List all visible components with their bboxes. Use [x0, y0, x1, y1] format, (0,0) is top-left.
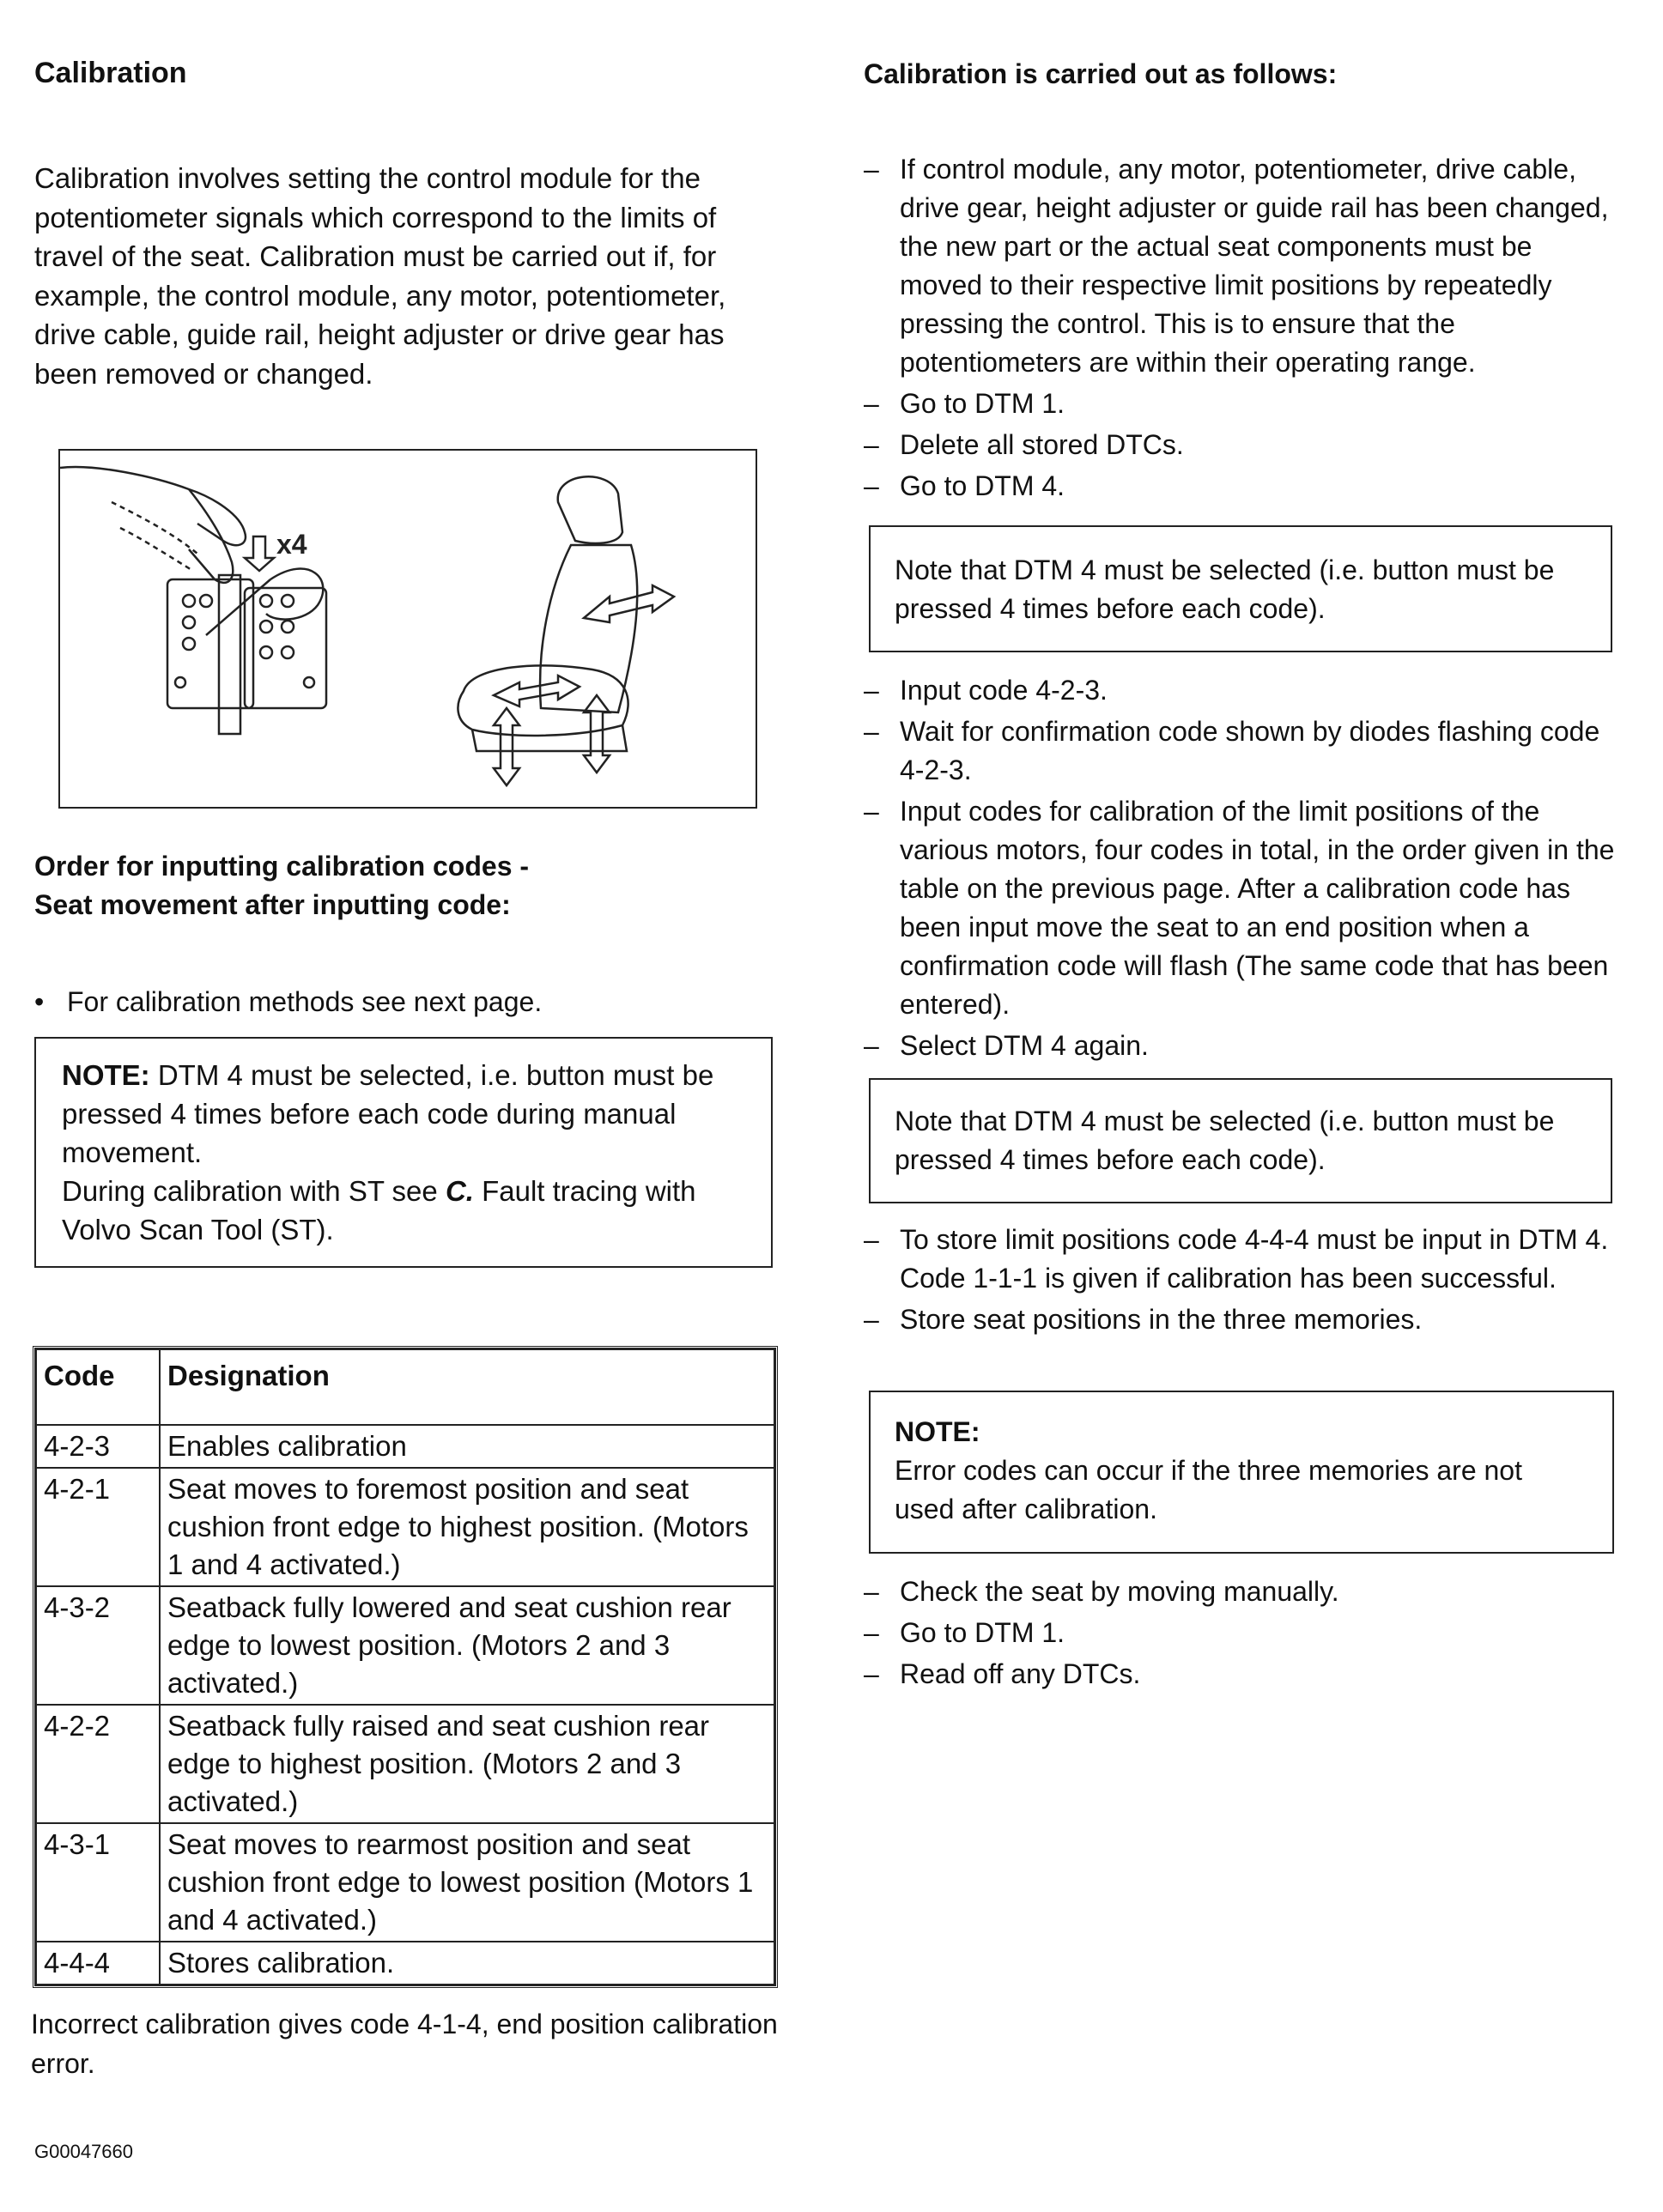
bullet-text: For calibration methods see next page.	[67, 986, 543, 1017]
row-code: 4-2-3	[36, 1425, 160, 1468]
dash-icon: –	[864, 1030, 879, 1061]
table-header-row	[36, 1349, 774, 1425]
hand-icon	[60, 467, 246, 545]
dash-icon: –	[864, 388, 879, 419]
intro-paragraph: Calibration involves setting the control module for the potentiometer signals which correspond to the limits of travel of the seat. Calibration must be carried out if, for example, the control module, any motor, potentiometer, drive cable, guide rail, height adjuster or drive gear has been removed or changed.	[34, 162, 726, 390]
row-designation: Seat moves to foremost position and seat cushion front edge to highest position. (Motors 1 and 4 activated.)	[160, 1468, 774, 1586]
row-code: 4-3-2	[36, 1586, 160, 1705]
success-code-line: Code 1-1-1 is given if calibration has been successful.	[900, 1263, 1557, 1294]
header-code: Code	[36, 1349, 160, 1425]
bullet-icon: •	[34, 986, 45, 1017]
table-row	[36, 1942, 774, 1985]
list-item: – To store limit positions code 4-4-4 must be input in DTM 4. Code 1-1-1 is given if calibration has been successful.	[864, 1221, 1628, 1298]
memory-note-box	[869, 1391, 1614, 1554]
row-code: 4-3-1	[36, 1823, 160, 1942]
note-label: NOTE:	[62, 1059, 150, 1091]
memory-note-text: Error codes can occur if the three memories are not used after calibration.	[895, 1455, 1522, 1524]
row-code: 4-4-4	[36, 1942, 160, 1985]
table-row	[36, 1468, 774, 1586]
dash-icon: –	[864, 1576, 879, 1607]
press-count-label: x4	[276, 529, 307, 560]
section-ref: C.	[445, 1175, 474, 1207]
list-item: – Store seat positions in the three memories.	[864, 1300, 1628, 1339]
bullet-item	[34, 983, 542, 1021]
steps-list-a	[864, 150, 1619, 508]
list-item: – Check the seat by moving manually.	[864, 1573, 1619, 1611]
dash-icon: –	[864, 1658, 879, 1689]
dtm-note-box-2: Note that DTM 4 must be selected (i.e. button must be pressed 4 times before each code).	[869, 1078, 1612, 1203]
row-code: 4-2-2	[36, 1705, 160, 1823]
list-item: – Input codes for calibration of the limit positions of the various motors, four codes in total, in the order given in the table on the previous page. After a calibration code has been input move the seat to an end position when a confirmation code will flash (The same code that has been entered).	[864, 792, 1619, 1024]
row-designation: Seat moves to rearmost position and seat cushion front edge to lowest position (Motors 1 and 4 activated.)	[160, 1823, 774, 1942]
dash-icon: –	[864, 470, 879, 501]
dash-icon: –	[864, 675, 879, 706]
dash-icon: –	[864, 154, 879, 185]
row-designation: Seatback fully raised and seat cushion rear edge to highest position. (Motors 2 and 3 activated.)	[160, 1705, 774, 1823]
list-item: – Wait for confirmation code shown by diodes flashing code 4-2-3.	[864, 712, 1619, 790]
row-designation: Stores calibration.	[160, 1942, 774, 1985]
list-item: – If control module, any motor, potentiometer, drive cable, drive gear, height adjuster or guide rail has been changed, the new part or the actual seat components must be moved to their respective limit positions by repeatedly pressing the control. This is to ensure that the potentiometers are within their operating range.	[864, 150, 1619, 382]
code-table	[35, 1348, 775, 1985]
dash-icon: –	[864, 1617, 879, 1648]
list-item: – Read off any DTCs.	[864, 1655, 1619, 1694]
list-item: – Go to DTM 1.	[864, 385, 1619, 423]
dash-icon: –	[864, 1224, 879, 1255]
table-row	[36, 1586, 774, 1705]
header-designation: Designation	[160, 1349, 774, 1425]
rear-height-arrow-icon	[494, 708, 519, 785]
seat-illustration	[58, 449, 757, 809]
document-id: G00047660	[34, 2141, 133, 2162]
row-designation: Seatback fully lowered and seat cushion rear edge to lowest position. (Motors 2 and 3 activated.)	[160, 1586, 774, 1705]
row-code: 4-2-1	[36, 1468, 160, 1586]
table-row	[36, 1705, 774, 1823]
seat-diagram	[60, 451, 756, 807]
note-text: DTM 4 must be selected, i.e. button must be pressed 4 times before each code during manual movement.	[62, 1059, 714, 1168]
dash-icon: –	[864, 716, 879, 747]
procedure-title: Calibration is carried out as follows:	[864, 58, 1338, 89]
dash-icon: –	[864, 1304, 879, 1335]
row-designation: Enables calibration	[160, 1425, 774, 1468]
steps-list-b	[864, 671, 1619, 1068]
headrest-icon	[558, 476, 622, 543]
dash-icon: –	[864, 429, 879, 460]
recline-arrow-icon	[584, 585, 674, 622]
table-row	[36, 1823, 774, 1942]
note-line-2: During calibration with ST see C. Fault tracing with Volvo Scan Tool (ST).	[62, 1175, 696, 1245]
dtm-note-box-1: Note that DTM 4 must be selected (i.e. button must be pressed 4 times before each code).	[869, 525, 1612, 652]
order-heading-1: Order for inputting calibration codes -	[34, 851, 530, 882]
list-item: – Go to DTM 1.	[864, 1614, 1619, 1652]
code-table-frame	[33, 1346, 778, 1988]
incorrect-calibration-note: Incorrect calibration gives code 4-1-4, end position calibration error.	[31, 2009, 778, 2079]
front-height-arrow-icon	[584, 695, 610, 773]
note-line-1	[62, 1056, 745, 1172]
steps-list-c	[864, 1221, 1628, 1342]
steps-list-d	[864, 1573, 1619, 1696]
list-item: – Go to DTM 4.	[864, 467, 1619, 506]
table-row	[36, 1425, 774, 1468]
list-item: – Select DTM 4 again.	[864, 1027, 1619, 1065]
fore-aft-arrow-icon	[494, 676, 580, 706]
list-item: – Input code 4-2-3.	[864, 671, 1619, 710]
list-item: – Delete all stored DTCs.	[864, 426, 1619, 464]
dash-icon: –	[864, 796, 879, 827]
page-title: Calibration	[34, 57, 187, 89]
note-box	[34, 1037, 773, 1268]
order-heading-2: Seat movement after inputting code:	[34, 889, 511, 920]
memory-note-label: NOTE:	[895, 1416, 980, 1447]
